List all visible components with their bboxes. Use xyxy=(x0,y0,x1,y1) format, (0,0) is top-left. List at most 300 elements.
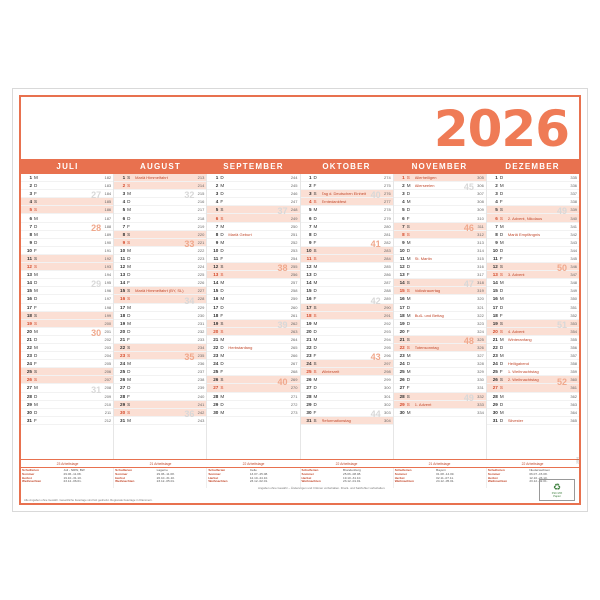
day-number: 16 xyxy=(120,296,126,302)
day-row[interactable] xyxy=(394,295,486,303)
day-row[interactable] xyxy=(487,409,579,417)
day-number: 15 xyxy=(120,288,126,294)
day-note: Silvester xyxy=(507,417,524,423)
day-number: 24 xyxy=(213,361,219,367)
day-number: 27 xyxy=(306,385,312,391)
weekday-letter: M xyxy=(313,280,318,286)
day-row[interactable] xyxy=(114,263,206,271)
weekday-letter: M xyxy=(127,320,131,326)
day-number: 28 xyxy=(26,393,32,399)
day-note: St. Martin xyxy=(414,255,432,261)
day-of-year: 266 xyxy=(290,353,298,359)
day-of-year: 360 xyxy=(570,377,578,383)
day-row[interactable] xyxy=(394,263,486,271)
day-row[interactable] xyxy=(21,182,113,190)
day-row[interactable] xyxy=(487,287,579,295)
day-row[interactable] xyxy=(114,223,206,231)
day-number: 15 xyxy=(306,288,312,294)
day-row[interactable] xyxy=(487,352,579,360)
weekday-letter: S xyxy=(406,393,410,399)
day-row[interactable] xyxy=(487,223,579,231)
day-number: 17 xyxy=(492,304,498,310)
day-number: 8 xyxy=(215,231,219,237)
day-of-year: 264 xyxy=(290,336,298,342)
day-of-year: 196 xyxy=(104,288,112,294)
day-row[interactable] xyxy=(21,304,113,312)
day-row[interactable] xyxy=(21,271,113,279)
day-row[interactable] xyxy=(21,401,113,409)
weekday-letter: S xyxy=(313,361,317,367)
day-number: 3 xyxy=(29,191,32,197)
day-of-year: 356 xyxy=(570,345,578,351)
footer-row-value: 23.12.-01.01. xyxy=(342,479,362,484)
day-of-year: 241 xyxy=(197,401,205,407)
day-row[interactable] xyxy=(487,417,579,425)
footer-row-label: Schulferien xyxy=(301,468,319,472)
day-number: 10 xyxy=(492,247,498,253)
day-number: 4 xyxy=(402,199,405,205)
day-row[interactable] xyxy=(114,384,206,392)
day-note: 3. Advent xyxy=(507,272,525,278)
day-row[interactable] xyxy=(487,336,579,344)
day-row[interactable] xyxy=(207,279,299,287)
day-number: 22 xyxy=(120,345,126,351)
day-row[interactable] xyxy=(21,352,113,360)
day-row[interactable] xyxy=(301,263,393,271)
day-of-year: 340 xyxy=(570,215,578,221)
day-row[interactable] xyxy=(207,247,299,255)
day-row[interactable] xyxy=(394,304,486,312)
day-row[interactable] xyxy=(301,255,393,263)
day-row[interactable] xyxy=(394,239,486,247)
weekday-letter: M xyxy=(313,393,318,399)
year-label: 2026 xyxy=(433,100,569,158)
day-row[interactable] xyxy=(114,174,206,182)
day-number: 23 xyxy=(213,353,219,359)
day-number: 7 xyxy=(495,223,498,229)
day-number: 30 xyxy=(306,409,312,415)
day-number: 22 xyxy=(492,345,498,351)
day-row[interactable] xyxy=(394,198,486,206)
day-number: 3 xyxy=(215,191,219,197)
weekday-letter: D xyxy=(220,247,224,253)
footer-row-label: Weihnachten xyxy=(394,479,414,484)
weekday-letter: D xyxy=(406,247,411,253)
day-row[interactable] xyxy=(301,368,393,376)
day-number: 5 xyxy=(122,207,126,213)
day-row[interactable] xyxy=(21,206,113,214)
day-row[interactable] xyxy=(114,344,206,352)
week-number: 31 xyxy=(91,384,102,395)
day-row[interactable] xyxy=(301,287,393,295)
weekday-letter: D xyxy=(34,393,38,399)
day-row[interactable] xyxy=(114,312,206,320)
day-row[interactable] xyxy=(114,401,206,409)
day-number: 24 xyxy=(306,361,312,367)
weekday-letter: D xyxy=(499,175,504,181)
week-number: 42 xyxy=(370,295,381,306)
day-of-year: 310 xyxy=(477,215,484,221)
day-row[interactable] xyxy=(207,336,299,344)
day-row[interactable] xyxy=(114,287,206,295)
footer-row xyxy=(22,480,112,484)
weekday-letter: S xyxy=(220,215,224,221)
footer-row-value: 25.06.-08.08. xyxy=(342,471,362,476)
day-row[interactable] xyxy=(394,376,486,384)
day-row[interactable] xyxy=(114,368,206,376)
day-row[interactable] xyxy=(207,198,299,206)
day-number: 1 xyxy=(122,175,126,181)
day-of-year: 336 xyxy=(570,183,578,189)
day-of-year: 357 xyxy=(570,353,578,359)
footer-column xyxy=(114,468,207,488)
day-row[interactable] xyxy=(207,401,299,409)
day-row[interactable] xyxy=(207,368,299,376)
day-number: 1 xyxy=(495,175,498,181)
day-row[interactable] xyxy=(207,287,299,295)
day-row[interactable] xyxy=(301,320,393,328)
weekday-letter: M xyxy=(127,304,131,310)
day-row[interactable] xyxy=(21,295,113,303)
day-row[interactable] xyxy=(487,304,579,312)
weekday-letter: S xyxy=(34,207,38,213)
weekday-letter: M xyxy=(406,353,411,359)
day-row[interactable] xyxy=(207,393,299,401)
day-row[interactable] xyxy=(394,312,486,320)
footer-row-label: Sommer xyxy=(394,471,408,476)
day-note: Tag d. Deutschen Einheit xyxy=(321,191,366,197)
day-number: 31 xyxy=(492,417,498,423)
month-column-juli xyxy=(21,174,114,459)
day-row[interactable] xyxy=(114,182,206,190)
day-row[interactable] xyxy=(394,247,486,255)
day-row[interactable] xyxy=(301,231,393,239)
day-number: 26 xyxy=(26,377,32,383)
day-of-year: 195 xyxy=(104,280,112,286)
day-row[interactable] xyxy=(21,360,113,368)
weekday-letter: D xyxy=(220,191,224,197)
day-number: 8 xyxy=(402,231,405,237)
day-row[interactable] xyxy=(394,409,486,417)
day-note: Reformationstag xyxy=(321,417,351,423)
day-of-year: 258 xyxy=(290,288,298,294)
day-number: 24 xyxy=(26,361,32,367)
day-row[interactable] xyxy=(301,344,393,352)
weekday-letter: M xyxy=(220,353,225,359)
footer-workdays: 22 Arbeitstage xyxy=(335,461,358,466)
day-number: 10 xyxy=(120,247,126,253)
week-number: 39 xyxy=(277,319,288,330)
day-of-year: 184 xyxy=(104,191,112,197)
day-of-year: 282 xyxy=(384,239,391,245)
day-row[interactable] xyxy=(114,376,206,384)
day-of-year: 281 xyxy=(384,231,391,237)
weekday-letter: S xyxy=(499,385,503,391)
day-number: 19 xyxy=(492,320,498,326)
weekday-letter: S xyxy=(406,223,410,229)
day-row[interactable] xyxy=(21,255,113,263)
day-row[interactable] xyxy=(21,312,113,320)
day-of-year: 201 xyxy=(104,328,112,334)
day-of-year: 193 xyxy=(104,264,112,270)
day-number: 25 xyxy=(306,369,312,375)
day-of-year: 236 xyxy=(197,361,205,367)
day-row[interactable] xyxy=(21,239,113,247)
day-row[interactable] xyxy=(207,223,299,231)
day-of-year: 229 xyxy=(197,304,205,310)
weekday-letter: M xyxy=(34,231,38,237)
day-row[interactable] xyxy=(21,320,113,328)
weekday-letter: M xyxy=(406,183,411,189)
day-row[interactable] xyxy=(114,271,206,279)
day-number: 18 xyxy=(120,312,126,318)
weekday-letter: S xyxy=(34,377,38,383)
week-number: 34 xyxy=(184,295,195,306)
day-of-year: 301 xyxy=(384,393,391,399)
day-of-year: 246 xyxy=(290,191,298,197)
day-row[interactable] xyxy=(487,279,579,287)
day-number: 24 xyxy=(492,361,498,367)
day-of-year: 277 xyxy=(384,199,391,205)
day-row[interactable] xyxy=(21,214,113,222)
day-number: 11 xyxy=(493,255,498,261)
day-row[interactable] xyxy=(207,409,299,417)
day-row[interactable] xyxy=(394,368,486,376)
day-row[interactable] xyxy=(301,182,393,190)
day-row[interactable] xyxy=(207,360,299,368)
day-number: 11 xyxy=(213,255,219,261)
day-of-year: 284 xyxy=(384,255,391,261)
weekday-letter: D xyxy=(313,385,317,391)
weekday-letter: D xyxy=(313,401,317,407)
day-row[interactable] xyxy=(394,255,486,263)
day-of-year: 299 xyxy=(384,377,391,383)
weekday-letter: M xyxy=(499,336,504,342)
day-of-year: 297 xyxy=(384,361,391,367)
weekday-letter: M xyxy=(220,336,225,342)
day-row[interactable] xyxy=(487,182,579,190)
day-row[interactable] xyxy=(114,214,206,222)
footer-row-value: 12.10.-23.10. xyxy=(529,475,548,480)
day-row[interactable] xyxy=(301,312,393,320)
day-row[interactable] xyxy=(207,304,299,312)
day-number: 30 xyxy=(120,409,126,415)
day-row[interactable] xyxy=(394,320,486,328)
day-row[interactable] xyxy=(207,255,299,263)
weekday-letter: D xyxy=(220,304,224,310)
day-number: 27 xyxy=(120,385,126,391)
day-number: 28 xyxy=(399,393,405,399)
day-of-year: 331 xyxy=(477,385,484,391)
day-of-year: 220 xyxy=(197,231,205,237)
weekday-letter: M xyxy=(406,409,411,415)
day-number: 20 xyxy=(213,328,219,334)
day-row[interactable] xyxy=(301,214,393,222)
weekday-letter: F xyxy=(406,385,410,391)
day-row[interactable] xyxy=(394,174,486,182)
footer xyxy=(21,459,579,503)
day-of-year: 239 xyxy=(197,385,205,391)
day-row[interactable] xyxy=(301,174,393,182)
day-of-year: 245 xyxy=(290,183,298,189)
day-row[interactable] xyxy=(301,206,393,214)
day-row[interactable] xyxy=(301,336,393,344)
day-row[interactable] xyxy=(114,231,206,239)
week-number: 47 xyxy=(463,279,474,290)
day-note: 4. Advent xyxy=(507,328,525,334)
day-of-year: 283 xyxy=(384,247,391,253)
day-of-year: 321 xyxy=(477,304,484,310)
day-number: 26 xyxy=(306,377,312,383)
footer-row-value: 29.06.-11.08. xyxy=(63,471,82,476)
day-row[interactable] xyxy=(487,190,579,198)
footer-row-value: Celle xyxy=(249,468,257,472)
day-row[interactable] xyxy=(487,239,579,247)
weekday-letter: S xyxy=(34,264,38,270)
day-row[interactable] xyxy=(487,368,579,376)
footer-note-center: Angaben ohne Gewähr – Änderungen und Irrtümer vorbehalten. Druck- und Satzfehler vorbehalten. xyxy=(257,486,386,490)
day-row[interactable] xyxy=(21,368,113,376)
day-row[interactable] xyxy=(114,279,206,287)
day-note: Winteranfang xyxy=(507,336,532,342)
day-row[interactable] xyxy=(301,393,393,401)
day-of-year: 329 xyxy=(477,369,484,375)
day-row[interactable] xyxy=(207,190,299,198)
day-row[interactable] xyxy=(207,352,299,360)
weekday-letter: M xyxy=(499,353,504,359)
day-row[interactable] xyxy=(301,328,393,336)
day-number: 26 xyxy=(399,377,405,383)
day-row[interactable] xyxy=(394,352,486,360)
weekday-letter: M xyxy=(313,336,318,342)
day-row[interactable] xyxy=(487,393,579,401)
day-row[interactable] xyxy=(487,344,579,352)
day-row[interactable] xyxy=(21,417,113,425)
day-number: 25 xyxy=(399,369,405,375)
day-row[interactable] xyxy=(207,239,299,247)
day-of-year: 296 xyxy=(384,353,391,359)
weekday-letter: S xyxy=(127,183,131,189)
day-of-year: 317 xyxy=(477,272,484,278)
weekday-letter: M xyxy=(34,385,38,391)
day-of-year: 242 xyxy=(197,409,205,415)
footer-row xyxy=(395,480,485,484)
weekday-letter: D xyxy=(406,320,411,326)
day-row[interactable] xyxy=(21,263,113,271)
day-row[interactable] xyxy=(207,231,299,239)
day-row[interactable] xyxy=(394,360,486,368)
day-of-year: 253 xyxy=(290,247,298,253)
day-row[interactable] xyxy=(487,198,579,206)
day-number: 5 xyxy=(495,207,498,213)
footer-row-label: Sommer xyxy=(301,471,314,476)
day-row[interactable] xyxy=(394,214,486,222)
day-row[interactable] xyxy=(301,271,393,279)
day-row[interactable] xyxy=(114,336,206,344)
day-row[interactable] xyxy=(114,206,206,214)
day-number: 2 xyxy=(308,183,312,189)
day-number: 12 xyxy=(26,264,32,270)
day-row[interactable] xyxy=(21,174,113,182)
weekday-letter: F xyxy=(127,393,130,399)
day-row[interactable] xyxy=(21,376,113,384)
day-row[interactable] xyxy=(487,295,579,303)
day-number: 25 xyxy=(492,369,498,375)
day-row[interactable] xyxy=(487,255,579,263)
day-row[interactable] xyxy=(394,206,486,214)
weekday-letter: S xyxy=(499,272,503,278)
day-of-year: 304 xyxy=(384,417,391,423)
day-row[interactable] xyxy=(207,182,299,190)
day-row[interactable] xyxy=(301,401,393,409)
day-of-year: 319 xyxy=(477,288,484,294)
month-header-bar xyxy=(21,159,579,174)
day-row[interactable] xyxy=(114,255,206,263)
day-row[interactable] xyxy=(394,328,486,336)
day-note: 1. Weihnachtstag xyxy=(507,369,539,375)
day-row[interactable] xyxy=(207,174,299,182)
weekday-letter: S xyxy=(499,320,503,326)
day-row[interactable] xyxy=(394,271,486,279)
day-row[interactable] xyxy=(487,360,579,368)
day-row[interactable] xyxy=(207,295,299,303)
day-of-year: 295 xyxy=(384,345,391,351)
footer-row-value: Niedersachsen xyxy=(529,468,550,472)
day-number: 12 xyxy=(120,264,126,270)
day-row[interactable] xyxy=(114,328,206,336)
day-row[interactable] xyxy=(487,174,579,182)
day-of-year: 227 xyxy=(197,288,205,294)
day-row[interactable] xyxy=(487,312,579,320)
day-row[interactable] xyxy=(114,320,206,328)
day-number: 26 xyxy=(213,377,219,383)
day-of-year: 311 xyxy=(477,223,484,229)
day-row[interactable] xyxy=(487,231,579,239)
day-row[interactable] xyxy=(21,344,113,352)
day-row[interactable] xyxy=(301,376,393,384)
day-row[interactable] xyxy=(21,409,113,417)
weekday-letter: F xyxy=(220,312,224,318)
day-row[interactable] xyxy=(207,312,299,320)
day-of-year: 194 xyxy=(104,272,112,278)
day-row[interactable] xyxy=(207,344,299,352)
day-number: 28 xyxy=(213,393,219,399)
footer-row-label: Herbst xyxy=(394,475,405,480)
day-row[interactable] xyxy=(394,384,486,392)
day-of-year: 191 xyxy=(104,247,112,253)
day-number: 1 xyxy=(29,175,32,181)
weekday-letter: D xyxy=(34,280,38,286)
month-column-september xyxy=(207,174,300,459)
weekday-letter: S xyxy=(313,247,317,253)
day-row[interactable] xyxy=(301,384,393,392)
day-number: 13 xyxy=(492,272,498,278)
day-of-year: 315 xyxy=(477,255,484,261)
day-row[interactable] xyxy=(301,223,393,231)
weekday-letter: D xyxy=(499,191,504,197)
day-row[interactable] xyxy=(21,247,113,255)
day-of-year: 243 xyxy=(197,417,205,423)
day-of-year: 320 xyxy=(477,296,484,302)
weekday-letter: D xyxy=(499,288,504,294)
day-row[interactable] xyxy=(114,393,206,401)
day-number: 3 xyxy=(308,191,312,197)
day-row[interactable] xyxy=(301,279,393,287)
weekday-letter: M xyxy=(127,247,131,253)
weekday-letter: D xyxy=(34,223,38,229)
day-row[interactable] xyxy=(487,401,579,409)
day-row[interactable] xyxy=(487,247,579,255)
